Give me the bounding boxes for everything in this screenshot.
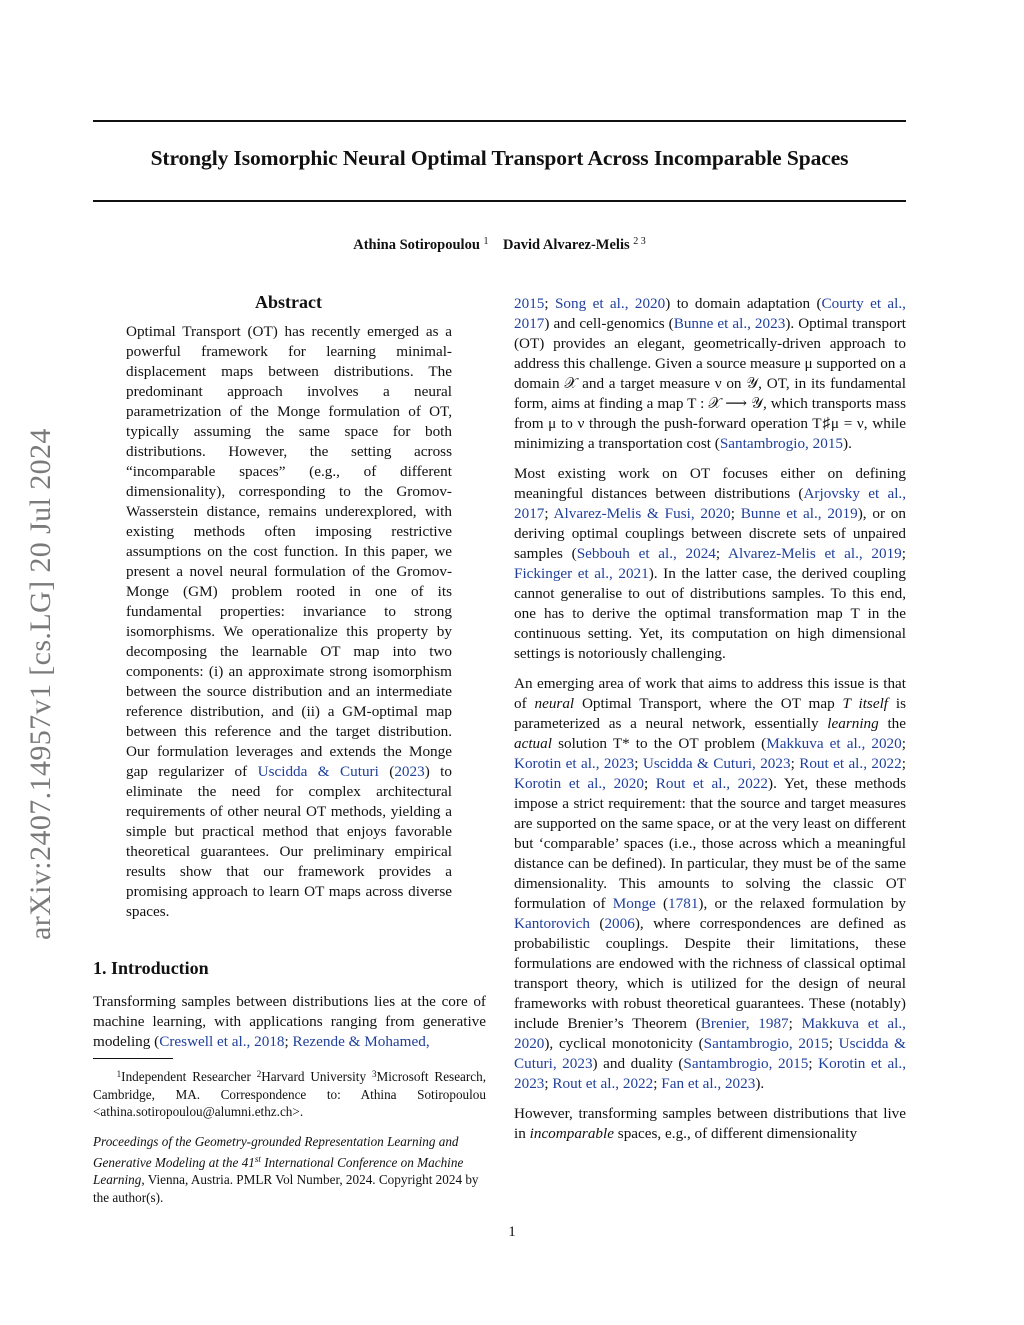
citation-link[interactable]: Creswell et al., 2018 — [159, 1033, 285, 1050]
citation-link[interactable]: 2006 — [604, 915, 635, 932]
abstract-text: to eliminate the need for complex architectural requirements of other neural OT methods, yielding a simple but practical method that enjoys favorable theoretical guarantees. Our preliminary empirical results show that our framework provides a promising approach to learn OT maps across diverse spaces. — [126, 763, 452, 920]
proceedings-text: Proceedings of the Geometry-grounded Representation Learning and Generative Modeling at the — [93, 1134, 459, 1170]
citation-link[interactable]: Fickinger et al., 2021 — [514, 565, 649, 582]
paragraph — [514, 1104, 906, 1144]
citation-link[interactable]: 2023 — [394, 763, 425, 780]
citation-link[interactable]: Uscidda & Cuturi, 2023 — [642, 755, 791, 772]
paragraph-text: Optimal Transport, where the OT map — [574, 695, 843, 712]
citation-link[interactable]: Rout et al., 2022 — [552, 1075, 654, 1092]
paragraph-text: ). In the latter case, the derived coupling cannot generalise to out of distributions samples. To this end, one has to derive the optimal transformation map T in the continuous setting. Yet, its computation on high dimensional settings is notoriously challenging. — [514, 565, 906, 662]
correspondence-email[interactable]: <athina.sotiropoulou@alumni.ethz.ch>. — [93, 1104, 304, 1119]
citation-link[interactable]: Kantorovich — [514, 915, 590, 932]
paragraph-text: ), cyclical monotonicity ( — [544, 1035, 704, 1052]
emphasis: T itself — [842, 695, 889, 712]
paragraph-text: ). — [843, 435, 852, 452]
paragraph-text: spaces, e.g., of different dimensionality — [614, 1125, 858, 1142]
introduction-body: Transforming samples between distributions lies at the core of machine learning, with applications ranging from generative modeling (Creswell et al., 2018; Rezende & Mohamed, — [93, 993, 486, 1050]
paragraph-text: the — [878, 715, 906, 732]
citation-link[interactable]: Korotin et al., 2023 — [514, 755, 635, 772]
paragraph-text: ) to domain adaptation ( — [665, 295, 822, 312]
author-name: Athina Sotiropoulou — [353, 237, 480, 253]
paragraph-text: is parameterized as a neural network, essentially — [514, 695, 906, 732]
citation-link[interactable]: Uscidda & Cuturi, 2023 — [514, 1035, 906, 1072]
citation-link[interactable]: Fan et al., 2023 — [661, 1075, 756, 1092]
citation-link[interactable]: Korotin et al., 2020 — [514, 775, 644, 792]
abstract-heading: Abstract — [255, 292, 322, 312]
footnote-text: Harvard University — [261, 1069, 367, 1084]
proceedings-text: , Vienna, Austria. PMLR Vol Number, 2024. Copyright 2024 by the author(s). — [93, 1172, 479, 1205]
section-heading-introduction: 1. Introduction — [93, 958, 209, 978]
citation-link[interactable]: Brenier, 1987 — [700, 1015, 789, 1032]
citation-link[interactable]: Arjovsky et al., 2017 — [514, 485, 907, 522]
citation-link[interactable]: Makkuva et al., 2020 — [514, 1015, 906, 1052]
author-affiliation-mark: 1 — [483, 236, 489, 247]
author-affiliation-mark: 2 3 — [633, 236, 646, 247]
emphasis: incomparable — [529, 1125, 614, 1142]
footnote-text: Independent Researcher — [121, 1069, 251, 1084]
citation-link[interactable]: Uscidda & Cuturi — [257, 763, 379, 780]
paragraph-text: ). — [755, 1075, 765, 1092]
citation-link[interactable]: Courty et al., 2017 — [514, 295, 906, 332]
paragraph-text: ), or on deriving optimal couplings between discrete sets of unpaired samples ( — [514, 505, 906, 562]
emphasis: actual — [514, 735, 552, 752]
author-name: David Alvarez-Melis — [503, 237, 630, 253]
emphasis: neural — [534, 695, 575, 712]
proceedings-text: International Conference on Machine Learning — [93, 1154, 464, 1187]
citation-link[interactable]: Bunne et al., 2023 — [673, 315, 786, 332]
citation-link[interactable]: Rezende & Mohamed, — [292, 1033, 430, 1050]
affiliation-footnote — [93, 1066, 486, 1121]
footnote-separator — [93, 1058, 173, 1059]
citation-link[interactable]: Alvarez-Melis & Fusi, 2020 — [553, 505, 731, 522]
paragraph-text: ) and duality ( — [592, 1055, 684, 1072]
citation-link[interactable]: Monge — [612, 895, 656, 912]
citation-link[interactable]: Rout et al., 2022 — [655, 775, 769, 792]
paragraph-text: ) and cell-genomics ( — [544, 315, 674, 332]
proceedings-text: 41 — [241, 1154, 255, 1170]
citation-link[interactable]: 2015 — [514, 295, 545, 312]
paragraph-text: ), or the relaxed formulation by — [698, 895, 907, 912]
citation-link[interactable]: Korotin et al., 2023 — [514, 1055, 906, 1092]
citation-link[interactable]: Sebbouh et al., 2024 — [576, 545, 716, 562]
right-column — [514, 294, 906, 1154]
paragraph-text: Transforming samples between distributions lies at the core of machine learning, with applications ranging from generative modeling ( — [93, 993, 486, 1050]
citation-link[interactable]: Santambrogio, 2015 — [683, 1055, 809, 1072]
paper-title: Strongly Isomorphic Neural Optimal Transport Across Incomparable Spaces — [150, 146, 849, 170]
title-top-rule — [93, 120, 906, 122]
citation-link[interactable]: 1781 — [668, 895, 699, 912]
page-number: 1 — [508, 1224, 516, 1240]
proceedings-text: st — [254, 1153, 261, 1164]
paragraph-text: ). Yet, these methods impose a strict requirement: that the source and target measures are supported on the same space, or at the very least on different but ‘comparable’ spaces (i.e., those across which a meaningful distance can be defined). In particular, they must be of the same dimensionality. This amounts to solving the classic OT formulation of — [514, 775, 906, 912]
citation-link[interactable]: Santambrogio, 2015 — [719, 435, 844, 452]
emphasis: learning — [827, 715, 879, 732]
paragraph-text: However, transforming samples between distributions that live in — [514, 1105, 906, 1142]
title-bottom-rule — [93, 200, 906, 202]
paragraph: Most existing work on OT focuses either on defining meaningful distances between distributions (Arjovsky et al., 2017; Alvarez-Melis & Fusi, 2020; Bunne et al., 2019), or on deriving optimal couplings between discrete sets of unpaired samples (Sebbouh et al., 2024; Alvarez-Melis et al., 2019; Fickinger et al., 2021). In the latter case, the derived coupling cannot generalise to out of distributions samples. To this end, one has to derive the optimal transformation map T in the continuous setting. Yet, its computation on high dimensional settings is notoriously challenging. — [514, 465, 907, 662]
citation-link[interactable]: Song et al., 2020 — [554, 295, 666, 312]
footnote-mark: 1 — [116, 1069, 122, 1079]
citation-link[interactable]: Alvarez-Melis et al., 2019 — [728, 545, 902, 562]
abstract-text: Optimal Transport (OT) has recently emerged as a powerful framework for learning minimal-displacement maps between distributions. The predominant approach involves a neural parametrization of the Monge formulation of OT, typically assuming the same space for both distributions. However, the setting across “incomparable spaces” (e.g., of different dimensionality), corresponding to the Gromov-Wasserstein distance, remains underexplored, with existing methods often imposing restrictive assumptions on the cost function. In this paper, we present a novel neural formulation of the Gromov-Monge (GM) problem rooted in one of its fundamental properties: invariance to strong isomorphisms. We operationalize this property by decomposing the learnable OT map into two components: (i) an approximate strong isomorphism between the source distribution and an intermediate reference distribution, and (ii) a GM-optimal map between this reference and the target distribution. Our formulation leverages and extends the Monge gap regularizer of — [126, 323, 452, 780]
paragraph-text: ), where correspondences are defined as probabilistic couplings. Despite their limitations, these formulations are endowed with the richness of classical optimal transport theory, which is utilized for the design of neural frameworks with robust theoretical guarantees. These (notably) include Brenier’s Theorem ( — [514, 915, 907, 1032]
citation-link[interactable]: Bunne et al., 2019 — [740, 505, 858, 522]
paragraph-text: Most existing work on OT focuses either on defining meaningful distances between distributions ( — [514, 465, 906, 502]
footnote-mark: 3 — [371, 1069, 377, 1079]
paragraph: An emerging area of work that aims to address this issue is that of neural Optimal Transport, where the OT map T itself is parameterized as a neural network, essentially learning the actual solution T* to the OT problem (Makkuva et al., 2020; Korotin et al., 2023; Uscidda & Cuturi, 2023; Rout et al., 2022; Korotin et al., 2020; Rout et al., 2022). Yet, these methods impose a strict requirement: that the source and target measures are supported on the same space, or at the very least on different but ‘comparable’ spaces (i.e., those across which a meaningful distance can be defined). In particular, they must be of the same dimensionality. This amounts to solving the classic OT formulation of Monge (1781), or the relaxed formulation by Kantorovich (2006), where correspondences are defined as probabilistic couplings. Despite their limitations, these formulations are endowed with the richness of classical optimal transport theory, which is utilized for the design of neural frameworks with robust theoretical guarantees. These (notably) include Brenier’s Theorem (Brenier, 1987; Makkuva et al., 2020), cyclical monotonicity (Santambrogio, 2015; Uscidda & Cuturi, 2023) and duality (Santambrogio, 2015; Korotin et al., 2023; Rout et al., 2022; Fan et al., 2023). — [514, 675, 907, 1092]
footnote-mark: 2 — [256, 1069, 262, 1079]
author-list — [93, 236, 906, 254]
abstract-body: Optimal Transport (OT) has recently emerged as a powerful framework for learning minimal-displacement maps between distributions. The predominant approach involves a neural parametrization of the Monge formulation of OT, typically assuming the same space for both distributions. However, the setting across “incomparable spaces” (e.g., of different dimensionality), corresponding to the Gromov-Wasserstein distance, remains underexplored, with existing methods often imposing restrictive assumptions on the cost function. In this paper, we present a novel neural formulation of the Gromov-Monge (GM) problem rooted in one of its fundamental properties: invariance to strong isomorphisms. We operationalize this property by decomposing the learnable OT map into two components: (i) an approximate strong isomorphism between the source distribution and an intermediate reference distribution, and (ii) a GM-optimal map between this reference and the target distribution. Our formulation leverages and extends the Monge gap regularizer of Uscidda & Cuturi (2023) to eliminate the need for complex architectural requirements of other neural OT methods, yielding a simple but practical method that enjoys favorable theoretical guarantees. Our preliminary empirical results show that our framework provides a promising approach to learn OT maps across diverse spaces. — [126, 323, 452, 920]
citation-link[interactable]: Rout et al., 2022 — [799, 755, 902, 772]
proceedings-note — [93, 1133, 486, 1206]
citation-link[interactable]: Makkuva et al., 2020 — [766, 735, 902, 752]
paragraph-text: An emerging area of work that aims to address this issue is that of — [514, 675, 906, 712]
paragraph: 2015; Song et al., 2020) to domain adaptation (Courty et al., 2017) and cell-genomics (Bunne et al., 2023). Optimal transport (OT) provides an elegant, geometrically-driven approach to address this challenge. Given a source measure μ supported on a domain 𝒳 and a target measure ν on 𝒴, OT, in its fundamental form, aims at finding a map T : 𝒳 ⟶ 𝒴, which transports mass from μ to ν through the push-forward operation T♯μ = ν, while minimizing a transportation cost (Santambrogio, 2015). — [514, 295, 906, 452]
footnote-text: Microsoft Research, Cambridge, MA. Correspondence to: Athina Sotiropoulou — [93, 1069, 487, 1102]
paragraph-text: ). Optimal transport (OT) provides an elegant, geometrically-driven approach to address this challenge. Given a source measure μ supported on a domain 𝒳 and a target measure ν on 𝒴, OT, in its fundamental form, aims at finding a map T : 𝒳 ⟶ 𝒴, which transports mass from μ to ν through the push-forward operation T♯μ = ν, while minimizing a transportation cost ( — [514, 315, 906, 452]
paragraph-text: solution T* to the OT problem ( — [551, 735, 767, 752]
citation-link[interactable]: Santambrogio, 2015 — [703, 1035, 829, 1052]
arxiv-identifier-stamp: arXiv:2407.14957v1 [cs.LG] 20 Jul 2024 — [24, 428, 57, 940]
